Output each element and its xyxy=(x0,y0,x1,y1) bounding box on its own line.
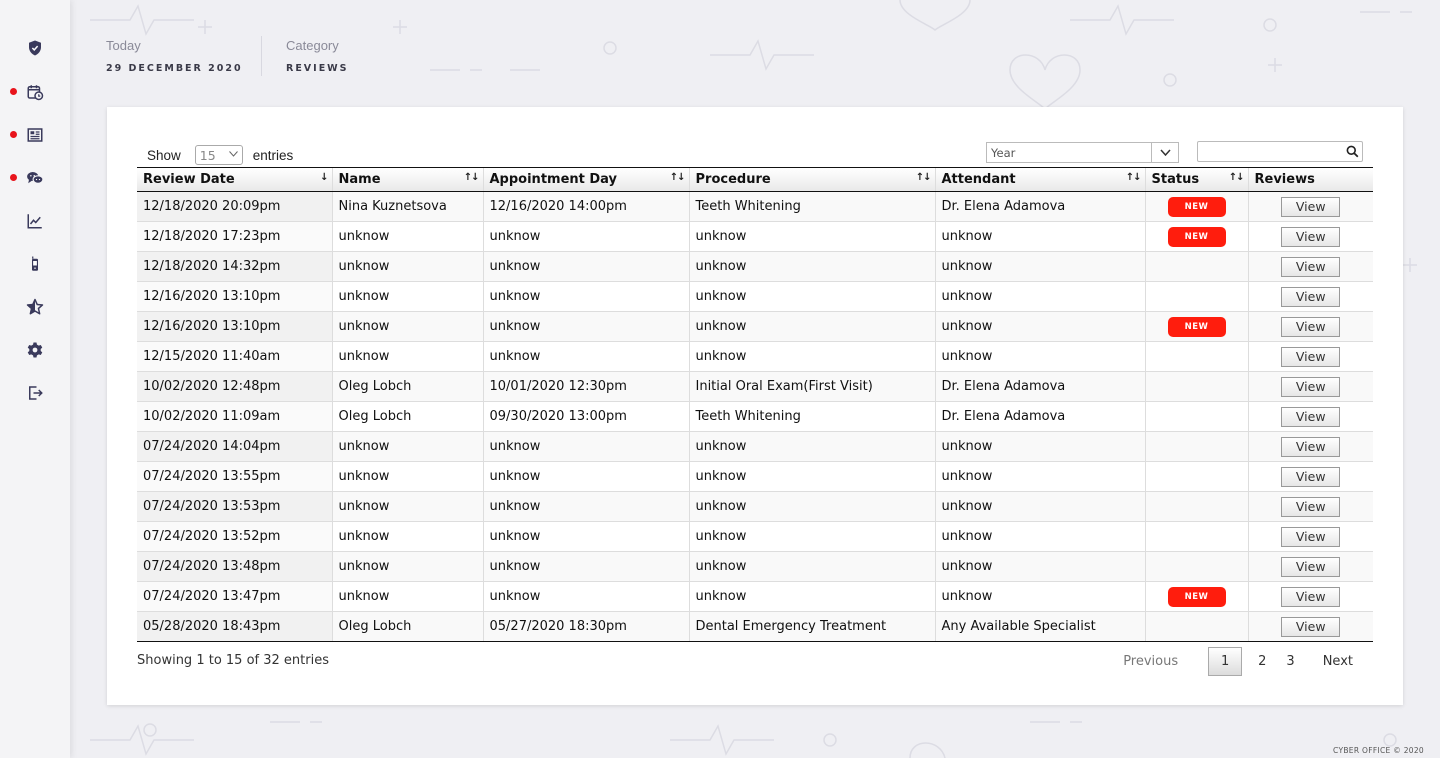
cell-reviews xyxy=(1248,342,1373,372)
status-badge: NEW xyxy=(1168,587,1226,607)
search-icon xyxy=(1346,145,1359,158)
cell-name: unknow xyxy=(332,582,483,612)
copyright: CYBER OFFICE © 2020 xyxy=(1333,746,1424,755)
view-button[interactable]: View xyxy=(1281,197,1340,217)
pagination-next[interactable]: Next xyxy=(1322,654,1353,669)
entries-label: entries xyxy=(252,147,294,163)
table-row xyxy=(137,192,1373,222)
view-button[interactable]: View xyxy=(1281,227,1340,247)
cell-appointment-day: unknow xyxy=(483,552,689,582)
entries-select-value: 15 xyxy=(199,147,216,163)
cell-procedure: unknow xyxy=(689,312,935,342)
cell-status xyxy=(1145,192,1248,222)
cell-attendant: unknow xyxy=(935,522,1145,552)
cell-reviews xyxy=(1248,522,1373,552)
cell-procedure: Teeth Whitening xyxy=(689,192,935,222)
cell-status xyxy=(1145,582,1248,612)
cell-name: unknow xyxy=(332,252,483,282)
table-info: Showing 1 to 15 of 32 entries xyxy=(137,653,329,668)
sidebar-item-appointments[interactable] xyxy=(0,76,70,108)
view-button[interactable]: View xyxy=(1281,377,1340,397)
shield-icon xyxy=(26,39,44,57)
table-row xyxy=(137,552,1373,582)
cell-appointment-day: unknow xyxy=(483,222,689,252)
today-date: 29 DECEMBER 2020 xyxy=(106,63,243,74)
cell-procedure: unknow xyxy=(689,222,935,252)
sort-both-icon: ↑↓ xyxy=(669,172,685,183)
cell-reviews xyxy=(1248,222,1373,252)
cell-status xyxy=(1145,282,1248,312)
cell-status xyxy=(1145,252,1248,282)
entries-length-control xyxy=(147,145,293,165)
cell-status xyxy=(1145,342,1248,372)
cell-reviews xyxy=(1248,192,1373,222)
cell-name: Oleg Lobch xyxy=(332,612,483,642)
cell-attendant: unknow xyxy=(935,222,1145,252)
cell-reviews xyxy=(1248,432,1373,462)
cell-procedure: unknow xyxy=(689,342,935,372)
cell-attendant: Dr. Elena Adamova xyxy=(935,192,1145,222)
cell-status xyxy=(1145,612,1248,642)
cell-attendant: Dr. Elena Adamova xyxy=(935,402,1145,432)
cell-review-date: 07/24/2020 13:52pm xyxy=(137,522,332,552)
cell-appointment-day: 05/27/2020 18:30pm xyxy=(483,612,689,642)
cell-appointment-day: unknow xyxy=(483,492,689,522)
cell-procedure: Initial Oral Exam(First Visit) xyxy=(689,372,935,402)
view-button[interactable]: View xyxy=(1281,497,1340,517)
view-button[interactable]: View xyxy=(1281,437,1340,457)
cell-attendant: unknow xyxy=(935,252,1145,282)
notification-dot xyxy=(10,131,17,138)
cell-name: unknow xyxy=(332,222,483,252)
cell-reviews xyxy=(1248,282,1373,312)
table-row xyxy=(137,222,1373,252)
table-row xyxy=(137,252,1373,282)
sort-both-icon: ↑↓ xyxy=(1228,172,1244,183)
cell-procedure: unknow xyxy=(689,492,935,522)
cell-attendant: Any Available Specialist xyxy=(935,612,1145,642)
cell-reviews xyxy=(1248,402,1373,432)
cell-review-date: 10/02/2020 12:48pm xyxy=(137,372,332,402)
table-header-row xyxy=(137,168,1373,192)
sidebar-item-logout[interactable] xyxy=(0,377,70,409)
chevron-down-icon xyxy=(229,150,238,160)
cell-name: Oleg Lobch xyxy=(332,372,483,402)
sidebar-item-messages[interactable] xyxy=(0,162,70,194)
cell-name: unknow xyxy=(332,432,483,462)
cell-procedure: unknow xyxy=(689,522,935,552)
reviews-table xyxy=(137,167,1373,642)
cell-attendant: unknow xyxy=(935,432,1145,462)
today-block xyxy=(106,38,243,74)
cell-review-date: 07/24/2020 14:04pm xyxy=(137,432,332,462)
chat-icon xyxy=(26,169,44,187)
status-badge: NEW xyxy=(1168,227,1226,247)
column-header-procedure[interactable]: Procedure ↑↓ xyxy=(689,168,935,192)
cell-status xyxy=(1145,312,1248,342)
year-select[interactable] xyxy=(986,142,1179,163)
notification-dot xyxy=(10,174,17,181)
cell-review-date: 07/24/2020 13:53pm xyxy=(137,492,332,522)
column-header-review-date[interactable]: Review Date ↓ xyxy=(137,168,332,192)
cell-procedure: unknow xyxy=(689,582,935,612)
cell-name: Oleg Lobch xyxy=(332,402,483,432)
cell-procedure: Teeth Whitening xyxy=(689,402,935,432)
cell-appointment-day: 10/01/2020 12:30pm xyxy=(483,372,689,402)
cell-procedure: unknow xyxy=(689,252,935,282)
cell-attendant: unknow xyxy=(935,312,1145,342)
pagination xyxy=(1113,647,1363,676)
cell-attendant: unknow xyxy=(935,462,1145,492)
reviews-card xyxy=(107,107,1403,705)
category-value: REVIEWS xyxy=(286,63,349,74)
cell-review-date: 07/24/2020 13:47pm xyxy=(137,582,332,612)
table-row xyxy=(137,402,1373,432)
view-button[interactable]: View xyxy=(1281,587,1340,607)
cell-reviews xyxy=(1248,312,1373,342)
cell-procedure: unknow xyxy=(689,282,935,312)
table-row xyxy=(137,372,1373,402)
table-row xyxy=(137,582,1373,612)
cell-name: unknow xyxy=(332,552,483,582)
cell-reviews xyxy=(1248,582,1373,612)
view-button[interactable]: View xyxy=(1281,467,1340,487)
view-button[interactable]: View xyxy=(1281,317,1340,337)
cell-status xyxy=(1145,462,1248,492)
cell-review-date: 12/15/2020 11:40am xyxy=(137,342,332,372)
cell-review-date: 12/16/2020 13:10pm xyxy=(137,282,332,312)
cell-reviews xyxy=(1248,612,1373,642)
sidebar-item-security[interactable] xyxy=(0,32,70,64)
show-label: Show xyxy=(147,147,181,163)
cell-reviews xyxy=(1248,462,1373,492)
view-button[interactable]: View xyxy=(1281,557,1340,577)
gear-icon xyxy=(26,341,44,359)
cell-appointment-day: unknow xyxy=(483,282,689,312)
table-row xyxy=(137,492,1373,522)
list-document-icon xyxy=(26,126,44,144)
header-divider xyxy=(261,36,262,76)
table-row xyxy=(137,312,1373,342)
cell-status xyxy=(1145,552,1248,582)
calendar-clock-icon xyxy=(26,83,44,101)
sidebar-item-records[interactable] xyxy=(0,119,70,151)
cell-appointment-day: unknow xyxy=(483,312,689,342)
pagination-page-1[interactable]: 1 xyxy=(1208,647,1242,676)
cell-review-date: 07/24/2020 13:48pm xyxy=(137,552,332,582)
view-button[interactable]: View xyxy=(1281,407,1340,427)
cell-status xyxy=(1145,492,1248,522)
search-input[interactable] xyxy=(1197,141,1363,162)
year-select-placeholder: Year xyxy=(991,145,1016,160)
cell-reviews xyxy=(1248,372,1373,402)
cell-name: unknow xyxy=(332,492,483,522)
cell-appointment-day: unknow xyxy=(483,522,689,552)
cell-review-date: 05/28/2020 18:43pm xyxy=(137,612,332,642)
cell-attendant: unknow xyxy=(935,582,1145,612)
cell-attendant: Dr. Elena Adamova xyxy=(935,372,1145,402)
table-row xyxy=(137,432,1373,462)
status-badge: NEW xyxy=(1168,197,1226,217)
pagination-page-3[interactable]: 3 xyxy=(1286,654,1295,669)
view-button[interactable]: View xyxy=(1281,287,1340,307)
cell-reviews xyxy=(1248,252,1373,282)
logout-icon xyxy=(26,384,44,402)
cell-attendant: unknow xyxy=(935,282,1145,312)
pagination-page-2[interactable]: 2 xyxy=(1258,654,1267,669)
cell-review-date: 10/02/2020 11:09am xyxy=(137,402,332,432)
sort-desc-icon: ↓ xyxy=(320,172,328,183)
table-body xyxy=(137,192,1373,642)
chart-line-icon xyxy=(26,212,44,230)
cell-name: unknow xyxy=(332,462,483,492)
cell-review-date: 12/18/2020 14:32pm xyxy=(137,252,332,282)
category-label: Category xyxy=(286,38,339,53)
sidebar-item-statistics[interactable] xyxy=(0,205,70,237)
sidebar-item-mobile[interactable] xyxy=(0,248,70,280)
cell-appointment-day: unknow xyxy=(483,342,689,372)
mobile-icon xyxy=(26,255,44,273)
view-button[interactable]: View xyxy=(1281,527,1340,547)
column-header-name[interactable]: Name ↑↓ xyxy=(332,168,483,192)
cell-status xyxy=(1145,372,1248,402)
table-row xyxy=(137,462,1373,492)
cell-reviews xyxy=(1248,492,1373,522)
cell-name: unknow xyxy=(332,312,483,342)
column-header-status[interactable]: Status ↑↓ xyxy=(1145,168,1248,192)
cell-appointment-day: unknow xyxy=(483,432,689,462)
sort-both-icon: ↑↓ xyxy=(463,172,479,183)
cell-review-date: 12/16/2020 13:10pm xyxy=(137,312,332,342)
notification-dot xyxy=(10,88,17,95)
cell-procedure: Dental Emergency Treatment xyxy=(689,612,935,642)
sort-both-icon: ↑↓ xyxy=(915,172,931,183)
sidebar-item-settings[interactable] xyxy=(0,334,70,366)
entries-select[interactable] xyxy=(195,145,243,165)
table-row xyxy=(137,342,1373,372)
cell-appointment-day: unknow xyxy=(483,582,689,612)
cell-appointment-day: unknow xyxy=(483,252,689,282)
star-half-icon xyxy=(26,298,44,316)
cell-attendant: unknow xyxy=(935,492,1145,522)
table-row xyxy=(137,522,1373,552)
cell-name: unknow xyxy=(332,342,483,372)
table-row xyxy=(137,282,1373,312)
view-button[interactable]: View xyxy=(1281,347,1340,367)
cell-status xyxy=(1145,432,1248,462)
sidebar xyxy=(0,0,70,758)
cell-attendant: unknow xyxy=(935,552,1145,582)
column-header-attendant[interactable]: Attendant ↑↓ xyxy=(935,168,1145,192)
status-badge: NEW xyxy=(1168,317,1226,337)
cell-review-date: 12/18/2020 17:23pm xyxy=(137,222,332,252)
cell-procedure: unknow xyxy=(689,462,935,492)
cell-review-date: 07/24/2020 13:55pm xyxy=(137,462,332,492)
table-row xyxy=(137,612,1373,642)
category-block xyxy=(286,38,349,74)
chevron-down-icon[interactable] xyxy=(1151,143,1178,162)
cell-status xyxy=(1145,222,1248,252)
pagination-previous[interactable]: Previous xyxy=(1123,654,1179,669)
cell-name: unknow xyxy=(332,282,483,312)
column-header-reviews: Reviews xyxy=(1248,168,1373,192)
today-label: Today xyxy=(106,38,141,53)
view-button[interactable]: View xyxy=(1281,257,1340,277)
sort-both-icon: ↑↓ xyxy=(1125,172,1141,183)
cell-reviews xyxy=(1248,552,1373,582)
cell-status xyxy=(1145,402,1248,432)
cell-status xyxy=(1145,522,1248,552)
cell-appointment-day: unknow xyxy=(483,462,689,492)
cell-procedure: unknow xyxy=(689,552,935,582)
cell-attendant: unknow xyxy=(935,342,1145,372)
column-header-appointment-day[interactable]: Appointment Day ↑↓ xyxy=(483,168,689,192)
view-button[interactable]: View xyxy=(1281,617,1340,637)
cell-review-date: 12/18/2020 20:09pm xyxy=(137,192,332,222)
cell-name: unknow xyxy=(332,522,483,552)
cell-name: Nina Kuznetsova xyxy=(332,192,483,222)
cell-procedure: unknow xyxy=(689,432,935,462)
sidebar-item-reviews[interactable] xyxy=(0,291,70,323)
cell-appointment-day: 12/16/2020 14:00pm xyxy=(483,192,689,222)
cell-appointment-day: 09/30/2020 13:00pm xyxy=(483,402,689,432)
